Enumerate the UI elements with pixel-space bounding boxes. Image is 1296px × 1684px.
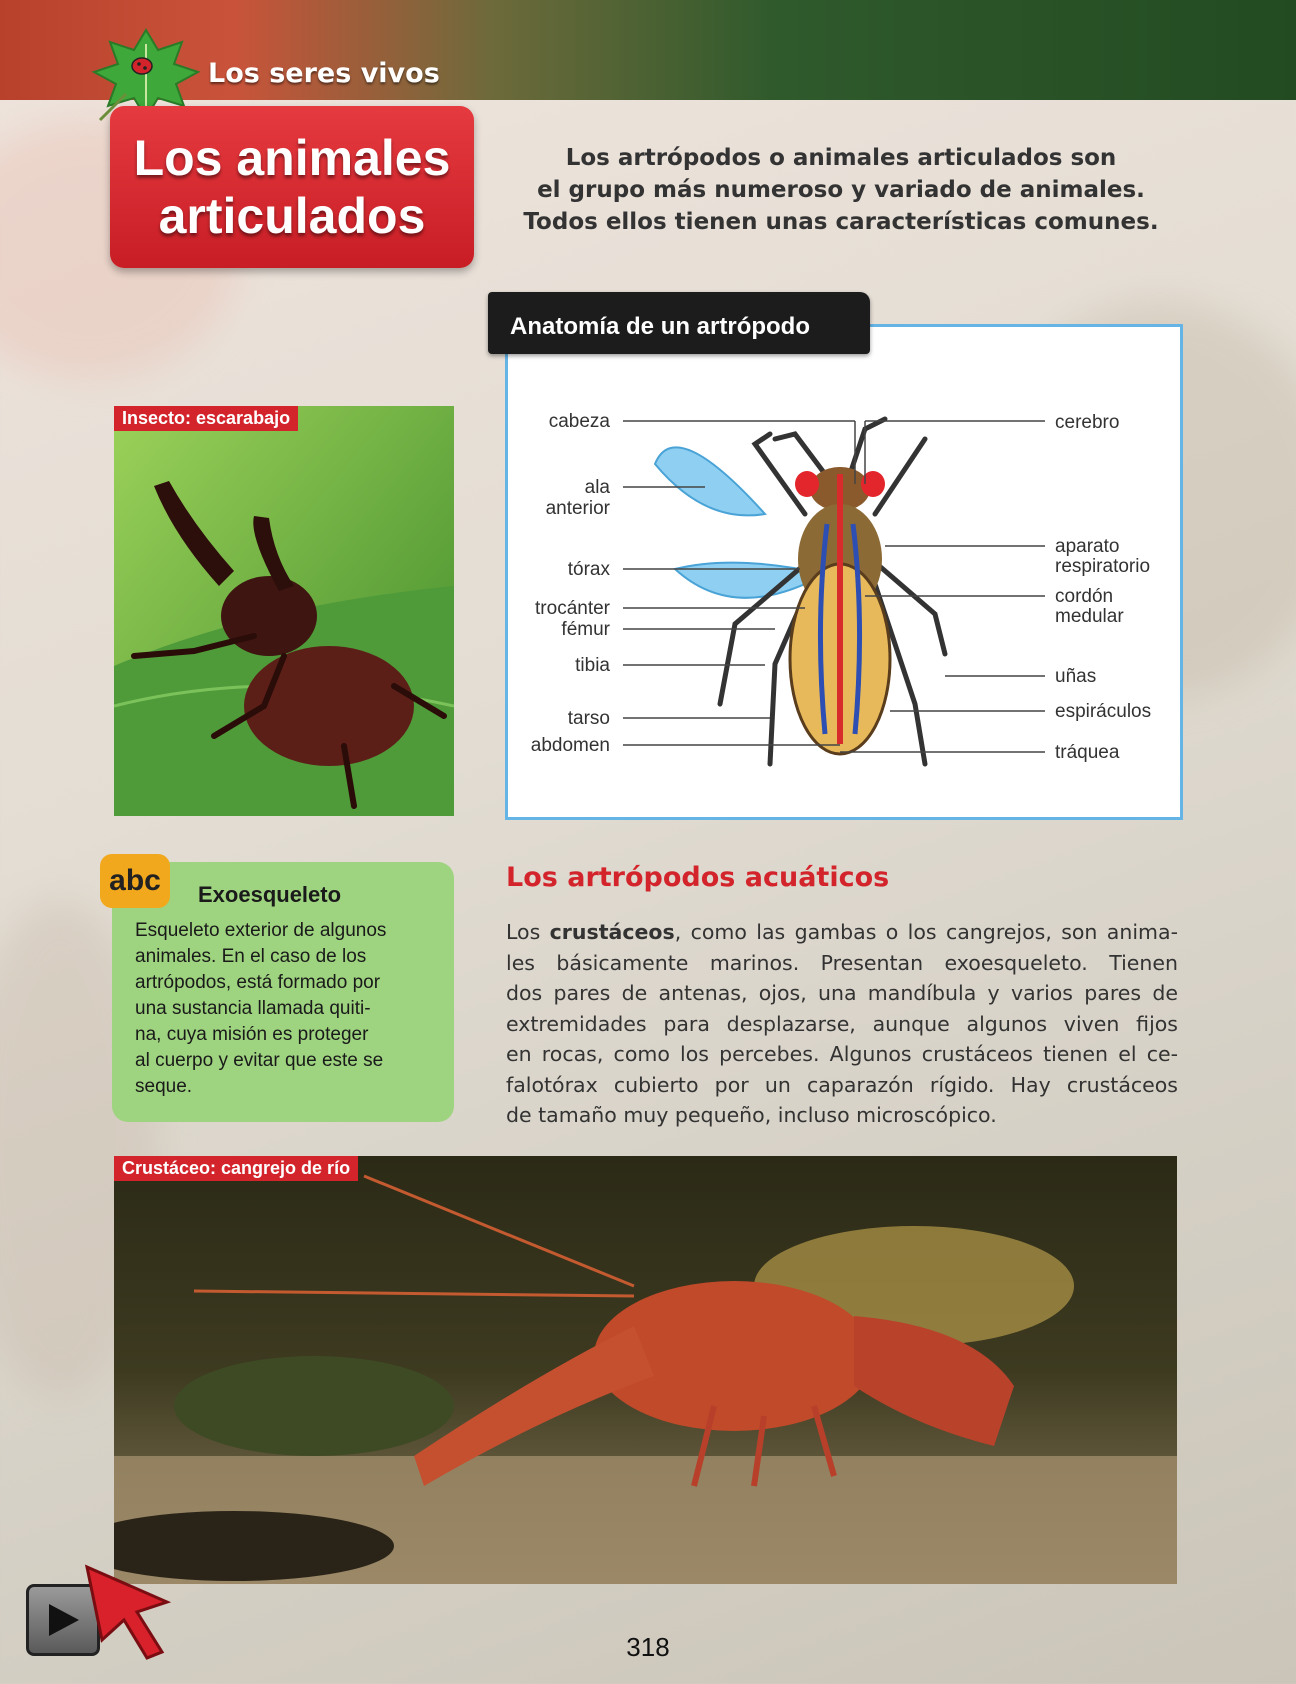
glossary-definition (135, 918, 445, 1100)
intro-line: Los artrópodos o animales articulados son (565, 145, 1117, 171)
label-ala: ala (584, 477, 610, 498)
label-medular: medular (1055, 606, 1124, 627)
glossary-badge: abc (100, 854, 170, 908)
label-cerebro: cerebro (1055, 412, 1120, 433)
aquatic-line: falotórax cubierto por un caparazón rígido. Hay crustáceos (506, 1072, 1178, 1097)
aquatic-line: dos pares de antenas, ojos, una mandíbula y varios pares de (506, 981, 1178, 1005)
aquatic-line: de tamaño muy pequeño, incluso microscópico. (506, 1103, 997, 1127)
page-title-line-1: Los animales (133, 130, 451, 186)
label-torax: tórax (567, 559, 610, 580)
page-number: 318 (626, 1632, 670, 1662)
beetle-photo (114, 406, 454, 816)
label-cabeza: cabeza (548, 411, 610, 432)
section-title: Los seres vivos (208, 58, 440, 89)
bold-term: crustáceos (549, 920, 675, 944)
beetle-photo-label: Insecto: escarabajo (114, 406, 298, 431)
label-tarso: tarso (567, 708, 610, 729)
label-aparato: aparato (1055, 536, 1120, 557)
glossary-line: animales. En el caso de los (135, 946, 367, 967)
aquatic-line: Los crustáceos, como las gambas o los cangrejos, son anima- (506, 920, 1178, 944)
glossary-line: Esqueleto exterior de algunos (135, 920, 387, 941)
label-trocanter: trocánter (535, 598, 610, 619)
aquatic-line: extremidades para desplazarse, aunque algunos viven fijos (506, 1011, 1178, 1036)
aquatic-line: en rocas, como los percebes. Algunos crustáceos tienen el ce- (506, 1042, 1178, 1066)
glossary-title: Exoesqueleto (198, 882, 342, 907)
anatomy-diagram (505, 324, 1177, 814)
glossary-line: al cuerpo y evitar que este se (135, 1050, 384, 1071)
anatomy-title: Anatomía de un artrópodo (510, 313, 810, 340)
page-title-line-2: articulados (158, 188, 426, 244)
glossary-line: na, cuya misión es proteger (135, 1024, 369, 1045)
intro-paragraph (506, 142, 1176, 238)
label-traquea: tráquea (1055, 742, 1120, 763)
aquatic-paragraph (506, 917, 1178, 1131)
glossary-line: una sustancia llamada quiti- (135, 998, 371, 1019)
insect-illustration (655, 419, 945, 764)
label-femur: fémur (561, 619, 610, 640)
label-unas: uñas (1055, 666, 1097, 687)
glossary-line: artrópodos, está formado por (135, 972, 381, 993)
crayfish-photo-label: Crustáceo: cangrejo de río (114, 1156, 358, 1181)
intro-line: Todos ellos tienen unas características comunes. (523, 209, 1159, 235)
label-anterior: anterior (545, 498, 610, 519)
aquatic-section-title: Los artrópodos acuáticos (506, 862, 890, 893)
label-cordon: cordón (1055, 586, 1114, 607)
label-abdomen: abdomen (530, 735, 610, 756)
glossary-line: seque. (135, 1076, 193, 1097)
intro-line: el grupo más numeroso y variado de animales. (537, 177, 1145, 203)
label-respiratorio: respiratorio (1055, 556, 1151, 577)
crayfish-photo (114, 1156, 1177, 1584)
page-title-box (110, 106, 474, 268)
label-espiraculos: espiráculos (1055, 701, 1152, 722)
aquatic-line: les básicamente marinos. Presentan exoesqueleto. Tienen (506, 950, 1178, 975)
label-tibia: tibia (575, 655, 610, 676)
